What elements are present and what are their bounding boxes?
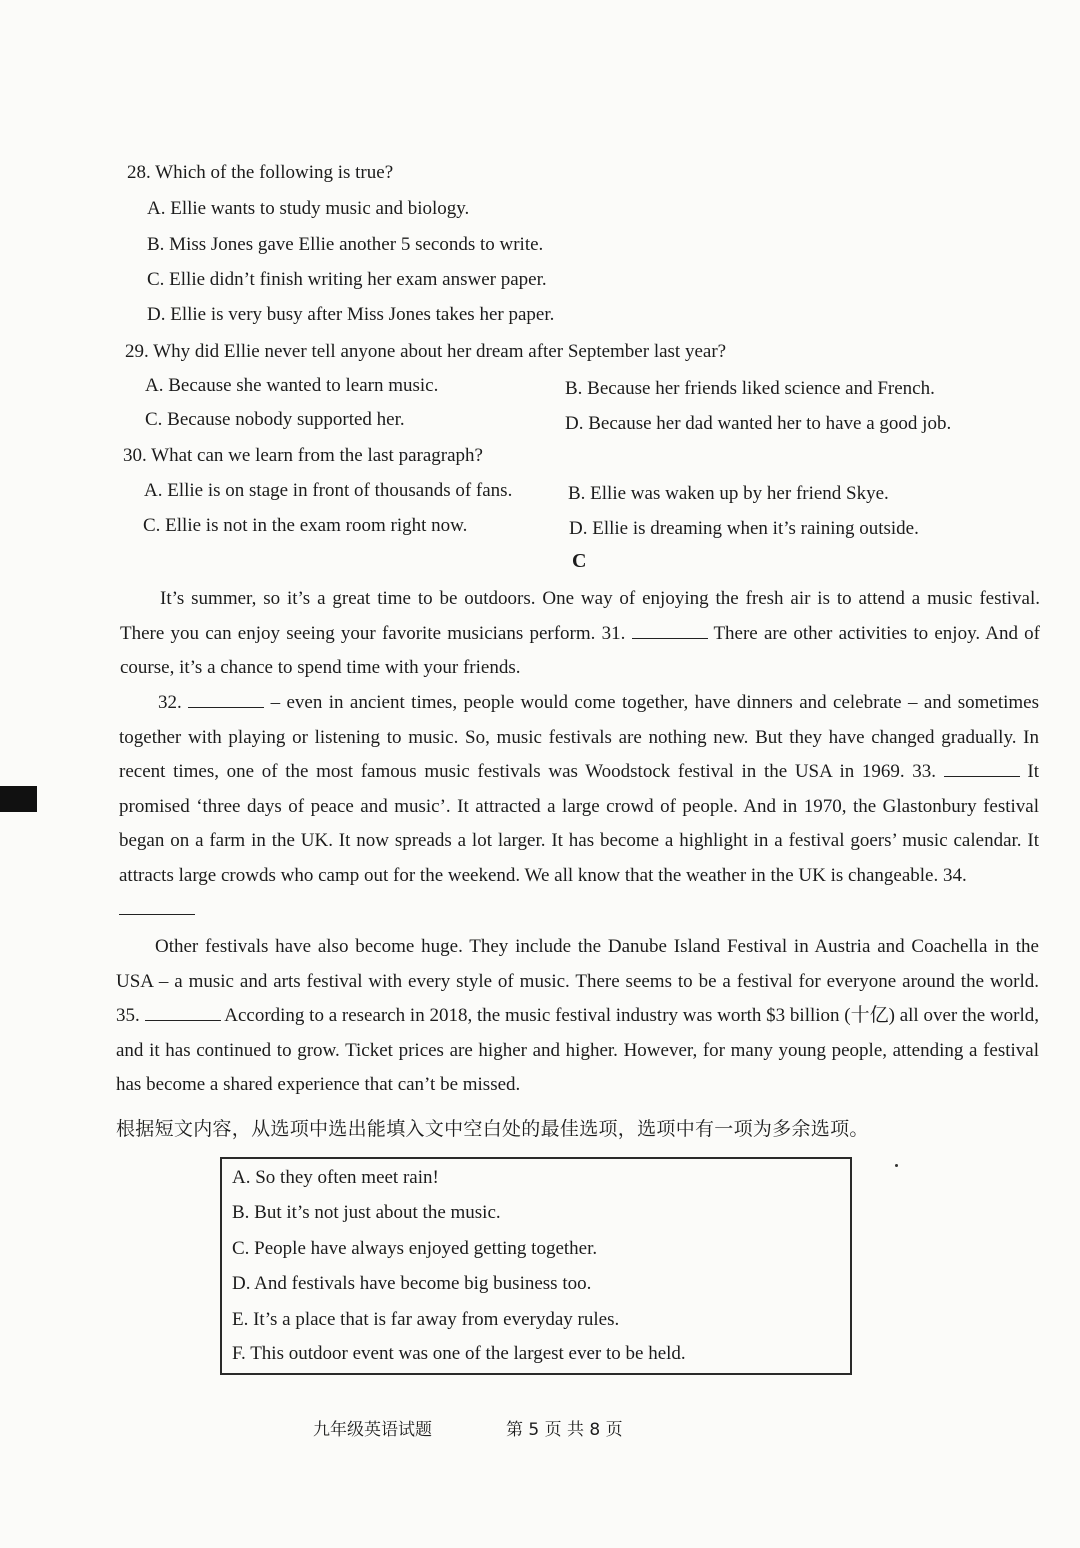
blank-34 <box>119 913 195 915</box>
passage-p2-text-c: It promised ‘three days of peace and music’. It attracted a large crowd of people. And in 1970, the Glastonbury festival began on a farm in the UK. It now spreads a lot larger. It has become a highlight in a festival goers’ music calendar. It attracts large crowds who camp out for the weekend. We all know that the weather in the UK is changeable. 34. <box>119 761 1040 886</box>
passage-paragraph-2 <box>119 686 1039 928</box>
passage-p1-text-a: It’s summer, so it’s a great time to be outdoors. One way of enjoying the fresh air is to attend a music festival. There you can enjoy seeing your favorite musicians perform. 31. <box>120 588 1040 644</box>
passage-p2-text-a: 32. <box>158 692 182 713</box>
blank-35 <box>145 1019 221 1021</box>
passage-p3-text-b: According to a research in 2018, the music festival industry was worth $3 billion (十亿) all over the world, and it has continued to grow. Ticket prices are higher and higher. However, for many young people, attending a festival has become a shared experience that can’t be missed. <box>116 1005 1040 1095</box>
question-28-stem: 28. Which of the following is true? <box>127 162 394 183</box>
question-28-option-c: C. Ellie didn’t finish writing her exam answer paper. <box>147 269 547 290</box>
question-29-option-a: A. Because she wanted to learn music. <box>145 375 439 396</box>
passage-paragraph-1 <box>120 582 1040 686</box>
passage-p2-text-b: – even in ancient times, people would come together, have dinners and celebrate – and sometimes together with playing or listening to music. So, music festivals are nothing new. But they have changed gradually. In recent times, one of the most famous music festivals was Woodstock festival in the USA in 1969. 33. <box>119 692 1040 782</box>
question-28-option-d: D. Ellie is very busy after Miss Jones takes her paper. <box>147 304 555 325</box>
blank-33 <box>944 775 1020 777</box>
question-28-option-b: B. Miss Jones gave Ellie another 5 seconds to write. <box>147 234 544 255</box>
question-30-option-d: D. Ellie is dreaming when it’s raining outside. <box>569 518 919 539</box>
question-30-option-a: A. Ellie is on stage in front of thousands of fans. <box>144 480 513 501</box>
passage-p3-text-a: Other festivals have also become huge. They include the Danube Island Festival in Austria and Coachella in the USA – a music and arts festival with every style of music. There seems to be a festival for everyone around the world. 35. <box>116 936 1039 1026</box>
question-28-option-a: A. Ellie wants to study music and biology. <box>147 198 470 219</box>
question-29-option-c: C. Because nobody supported her. <box>145 409 405 430</box>
footer-page-number: 第 5 页 共 8 页 <box>506 1420 623 1440</box>
passage-paragraph-3 <box>116 930 1039 1103</box>
footer-subject: 九年级英语试题 <box>313 1420 432 1440</box>
choice-a: A. So they often meet rain! <box>232 1167 439 1188</box>
scan-edge-mark <box>0 786 37 812</box>
choices-box <box>220 1157 852 1375</box>
choice-d: D. And festivals have become big business too. <box>232 1273 592 1294</box>
blank-31 <box>632 637 708 639</box>
question-30-stem: 30. What can we learn from the last paragraph? <box>123 445 483 466</box>
choice-f: F. This outdoor event was one of the largest ever to be held. <box>232 1343 686 1364</box>
question-30-option-b: B. Ellie was waken up by her friend Skye. <box>568 483 889 504</box>
question-29-stem: 29. Why did Ellie never tell anyone about her dream after September last year? <box>125 341 727 362</box>
passage-p1-text-b: There are other activities to enjoy. And of course, it’s a chance to spend time with your friends. <box>120 622 1040 678</box>
blank-32 <box>188 706 264 708</box>
question-29-option-b: B. Because her friends liked science and French. <box>565 378 935 399</box>
choice-e: E. It’s a place that is far away from everyday rules. <box>232 1309 620 1330</box>
section-letter: C <box>572 550 587 572</box>
question-29-option-d: D. Because her dad wanted her to have a good job. <box>565 413 952 434</box>
choice-c: C. People have always enjoyed getting together. <box>232 1238 598 1259</box>
instruction-text: 根据短文内容，从选项中选出能填入文中空白处的最佳选项，选项中有一项为多余选项。 <box>116 1118 869 1140</box>
choice-b: B. But it’s not just about the music. <box>232 1202 501 1223</box>
scan-dot <box>895 1164 898 1167</box>
question-30-option-c: C. Ellie is not in the exam room right now. <box>143 515 468 536</box>
